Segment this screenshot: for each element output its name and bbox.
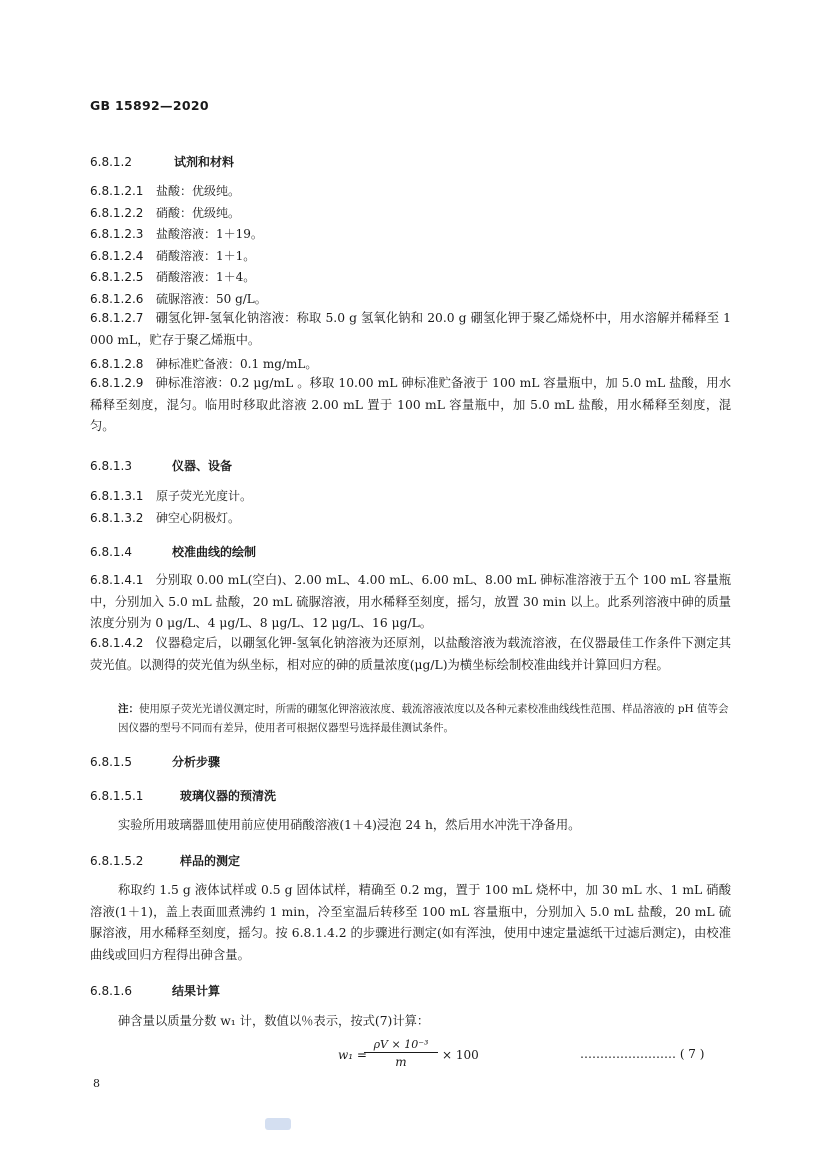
item-number: 6.8.1.3.1 [90, 489, 144, 503]
section-68152-heading [90, 852, 240, 869]
item-text: 仪器稳定后，以硼氢化钾-氢氧化钠溶液为还原剂，以盐酸溶液为载流溶液，在仪器最佳工作条件下测定其荧光值。以测得的荧光值为纵坐标，相对应的砷的质量浓度(μg/L)为横坐标绘制校准曲线并计算回归方程。 [90, 636, 731, 672]
formula-fraction [364, 1038, 438, 1069]
page-number: 8 [93, 1077, 100, 1090]
section-title: 样品的测定 [180, 854, 241, 868]
section-68151-heading [90, 787, 276, 804]
item-number: 6.8.1.2.2 [90, 206, 144, 220]
section-title: 分析步骤 [172, 755, 221, 769]
section-6815-heading [90, 753, 220, 770]
section-number: 6.8.1.5.2 [90, 854, 144, 868]
paragraph-6812-7 [90, 308, 731, 351]
list-item [90, 509, 240, 526]
item-text: 砷标准溶液：0.2 μg/mL 。移取 10.00 mL 砷标准贮备液于 100 mL 容量瓶中，加 5.0 mL 盐酸，用水稀释至刻度，混匀。临用时移取此溶液 2.00 mL 置于 100 mL 容量瓶中，加 5.0 mL 盐酸，用水稀释至刻度，混匀。 [90, 376, 731, 433]
section-6816-heading [90, 982, 220, 999]
section-number: 6.8.1.5 [90, 755, 132, 769]
item-text: 原子荧光光度计。 [156, 489, 253, 503]
section-number: 6.8.1.5.1 [90, 789, 144, 803]
item-number: 6.8.1.4.2 [90, 636, 144, 650]
item-number: 6.8.1.2.9 [90, 376, 144, 390]
section-title: 试剂和材料 [174, 155, 235, 169]
list-item [90, 355, 317, 372]
paragraph-68152: 称取约 1.5 g 液体试样或 0.5 g 固体试样，精确至 0.2 mg，置于 100 mL 烧杯中，加 30 mL 水、1 mL 硝酸溶液(1＋1)，盖上表面皿煮沸约 1 min，冷至室温后转移至 100 mL 容量瓶中，分别加入 5.0 mL 盐酸，20 mL 硫脲溶液，用水稀释至刻度，摇匀。按 6.8.1.4.2 的步骤进行测定(如有浑浊，使用中速定量滤纸干过滤后测定)，由校准曲线或回归方程得出砷含量。 [90, 883, 731, 962]
paragraph-6812-9 [90, 373, 731, 438]
item-text: 硝酸溶液：1＋1。 [156, 249, 256, 263]
section-title: 结果计算 [172, 984, 221, 998]
list-item [90, 247, 255, 264]
item-text: 砷空心阴极灯。 [156, 511, 241, 525]
item-text: 盐酸：优级纯。 [156, 184, 241, 198]
item-text: 分别取 0.00 mL(空白)、2.00 mL、4.00 mL、6.00 mL、8.00 mL 砷标准溶液于五个 100 mL 容量瓶中，分别加入 5.0 mL 盐酸，20 mL 硫脲溶液，用水稀释至刻度，摇匀，放置 30 min 以上。此系列溶液中砷的质量浓度分别为 0 μg/L、4 μg/L、8 μg/L、12 μg/L、16 μg/L。 [90, 573, 731, 630]
list-item [90, 487, 252, 504]
list-item [90, 290, 267, 307]
list-item [90, 182, 240, 199]
section-number: 6.8.1.3 [90, 459, 132, 473]
paragraph-6814-2 [90, 633, 731, 676]
paragraph-68151: 实验所用玻璃器皿使用前应使用硝酸溶液(1＋4)浸泡 24 h，然后用水冲洗干净备用。 [118, 818, 581, 832]
list-item [90, 204, 240, 221]
section-title: 仪器、设备 [172, 459, 233, 473]
item-number: 6.8.1.2.7 [90, 311, 144, 325]
section-number: 6.8.1.6 [90, 984, 132, 998]
item-number: 6.8.1.2.1 [90, 184, 144, 198]
item-number: 6.8.1.2.6 [90, 292, 144, 306]
note-text: 使用原子荧光光谱仪测定时，所需的硼氢化钾溶液浓度、载流溶液浓度以及各种元素校准曲线线性范围、样品溶液的 pH 值等会因仪器的型号不同而有差异，使用者可根据仪器型号选择最佳测试条件。 [118, 703, 729, 734]
section-title: 校准曲线的绘制 [172, 545, 257, 559]
list-item [90, 268, 255, 285]
section-6814-heading [90, 543, 256, 560]
item-number: 6.8.1.4.1 [90, 573, 144, 587]
item-text: 硝酸溶液：1＋4。 [156, 270, 256, 284]
section-title: 玻璃仪器的预清洗 [180, 789, 277, 803]
formula-rhs: × 100 [442, 1048, 479, 1062]
section-6813-heading [90, 457, 232, 474]
item-text: 硼氢化钾-氢氧化钠溶液：称取 5.0 g 氢氧化钠和 20.0 g 硼氢化钾于聚乙烯烧杯中，用水溶解并稀释至 1 000 mL，贮存于聚乙烯瓶中。 [90, 311, 731, 347]
equation-number: …………………… ( 7 ) [580, 1047, 705, 1061]
formula-denominator: m [395, 1055, 407, 1069]
section-number: 6.8.1.4 [90, 545, 132, 559]
item-text: 砷标准贮备液：0.1 mg/mL。 [156, 357, 318, 371]
note-block [118, 700, 731, 738]
watermark-logo [265, 1118, 291, 1130]
item-number: 6.8.1.3.2 [90, 511, 144, 525]
note-label: 注： [118, 703, 139, 715]
formula-numerator: ρV × 10⁻³ [364, 1038, 438, 1053]
paragraph-6814-1 [90, 570, 731, 635]
standard-code-header: GB 15892—2020 [90, 98, 209, 113]
item-number: 6.8.1.2.3 [90, 227, 144, 241]
item-text: 硝酸：优级纯。 [156, 206, 241, 220]
list-item [90, 225, 263, 242]
formula-lhs: w₁ = [338, 1048, 367, 1062]
paragraph-6816: 砷含量以质量分数 w₁ 计，数值以％表示，按式(7)计算： [118, 1014, 430, 1028]
item-number: 6.8.1.2.4 [90, 249, 144, 263]
item-number: 6.8.1.2.5 [90, 270, 144, 284]
section-6812-heading [90, 153, 234, 170]
section-number: 6.8.1.2 [90, 155, 132, 169]
item-text: 硫脲溶液：50 g/L。 [156, 292, 267, 306]
item-text: 盐酸溶液：1＋19。 [156, 227, 263, 241]
item-number: 6.8.1.2.8 [90, 357, 144, 371]
